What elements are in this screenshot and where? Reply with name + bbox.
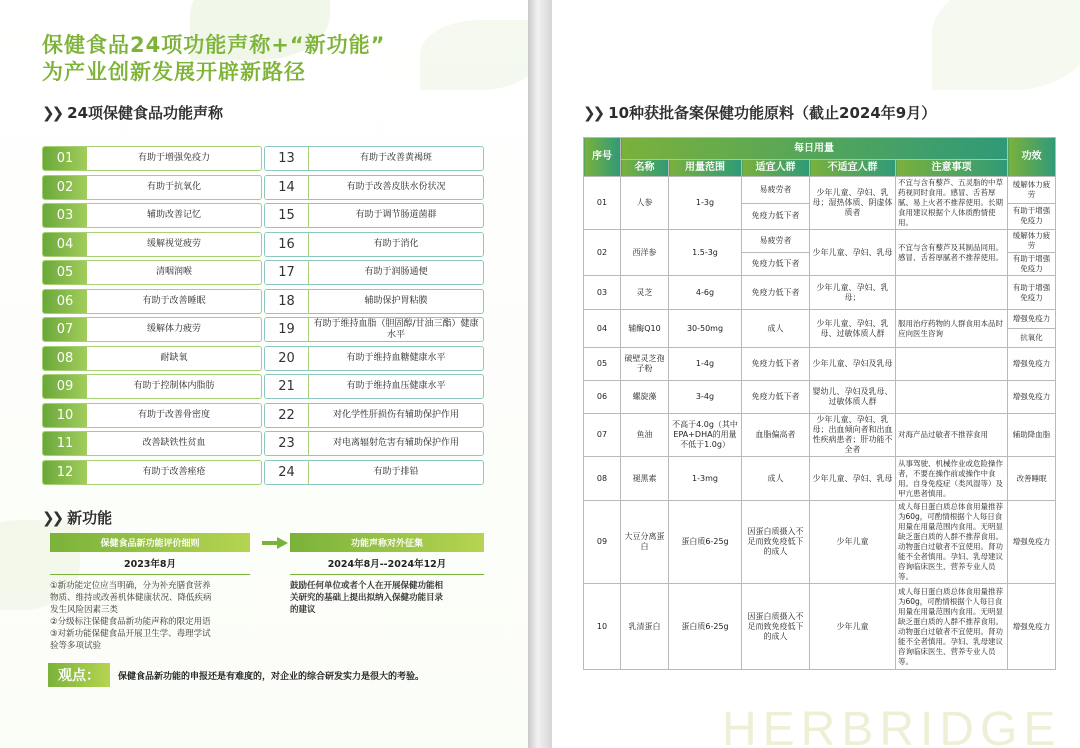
function-label: 有助于控制体内脂肪 — [133, 381, 215, 391]
table-cell: 少年儿童、孕妇及乳母 — [810, 348, 896, 381]
page-gutter — [528, 0, 552, 748]
table-row — [584, 348, 1056, 381]
divider — [290, 574, 484, 575]
table-cell: 10 — [584, 584, 621, 670]
title-line-1: 保健食品24项功能声称+“新功能” — [42, 33, 386, 57]
table-cell: 少年儿童 — [810, 584, 896, 670]
table-row — [584, 230, 1056, 253]
table-cell: 螺旋藻 — [621, 381, 669, 414]
table-row — [584, 310, 1056, 329]
table-cell: 03 — [584, 276, 621, 310]
table-cell: 02 — [584, 230, 621, 276]
table-cell: 有助于增强免疫力 — [1008, 276, 1056, 310]
table-cell: 婴幼儿、孕妇及乳母、过敏体质人群 — [810, 381, 896, 414]
viewpoint-text: 保健食品新功能的申报还是有难度的，对企业的综合研发实力是很大的考验。 — [118, 672, 425, 682]
materials-table — [583, 137, 1056, 670]
header-notes: 注意事项 — [896, 160, 1008, 177]
text-line: 物质、维持或改善机体健康状况、降低疾病 — [50, 593, 212, 603]
table-cell: 褪黑素 — [621, 457, 669, 501]
table-cell: 少年儿童、孕妇、乳母；出血倾向者和出血性疾病患者；肝功能不全者 — [810, 414, 896, 457]
function-label: 有助于消化 — [373, 238, 419, 249]
function-item — [42, 460, 262, 485]
function-item — [42, 260, 262, 285]
function-label: 缓解体力疲劳 — [146, 324, 201, 334]
table-cell: 不高于4.0g（其中EPA+DHA的用量不低于1.0g） — [669, 414, 742, 457]
table-cell: 1-3mg — [669, 457, 742, 501]
function-label: 有助于润肠通便 — [364, 267, 428, 277]
table-cell: 辅酶Q10 — [621, 310, 669, 348]
table-cell: 人参 — [621, 177, 669, 230]
table-row — [584, 276, 1056, 310]
function-number: 13 — [265, 147, 309, 170]
header-daily-dose: 每日用量 — [621, 138, 1008, 160]
table-cell: 有助于增强免疫力 — [1008, 203, 1056, 230]
table-cell: 从事驾驶、机械作业或危险操作者，不要在操作前或操作中食用。自身免疫症（类风湿等）及甲亢患者慎用。 — [896, 457, 1008, 501]
table-cell: 4-6g — [669, 276, 742, 310]
new-function-solicitation-box — [290, 533, 484, 616]
function-number: 12 — [43, 461, 87, 484]
function-item — [264, 460, 484, 485]
table-cell: 西洋参 — [621, 230, 669, 276]
section-heading-10-materials — [583, 102, 936, 123]
table-cell: 血脂偏高者 — [742, 414, 810, 457]
table-cell: 易疲劳者 — [742, 230, 810, 253]
function-number: 03 — [43, 204, 87, 227]
function-label: 有助于改善骨密度 — [137, 409, 210, 420]
function-number: 09 — [43, 375, 87, 398]
function-item — [264, 317, 484, 342]
table-cell: 08 — [584, 457, 621, 501]
function-number: 19 — [265, 318, 309, 341]
solicitation-date: 2024年8月--2024年12月 — [327, 559, 447, 570]
brand-watermark: HERBRIDGE — [722, 703, 1062, 748]
table-cell: 1-4g — [669, 348, 742, 381]
table-cell: 少年儿童 — [810, 501, 896, 584]
function-label: 清咽润喉 — [155, 267, 192, 277]
function-number: 08 — [43, 347, 87, 370]
function-label: 改善缺铁性贫血 — [142, 438, 206, 448]
table-cell: 破壁灵芝孢子粉 — [621, 348, 669, 381]
function-label: 有助于增强免疫力 — [137, 153, 210, 163]
viewpoint-label: 观点： — [48, 663, 110, 687]
function-label: 辅助改善记忆 — [146, 210, 201, 220]
text-line: 关研究的基础上提出拟纳入保健功能目录 — [290, 593, 444, 603]
function-number: 20 — [265, 347, 309, 370]
table-cell: 少年儿童、孕妇、乳母；湿热体质、阴虚体质者 — [810, 177, 896, 230]
function-item — [42, 346, 262, 371]
table-cell: 05 — [584, 348, 621, 381]
table-cell: 因蛋白质摄入不足而致免疫低下的成人 — [742, 584, 810, 670]
table-cell: 成人每日蛋白质总体食用量推荐为60g，可酌情根据个人每日食用量在用量范围内食用。无明显缺乏蛋白质的人群不推荐食用。动物蛋白过敏者不宜使用。肾功能不全者慎用。孕妇、乳母建议咨询临床医生、营养专业人员等。 — [896, 584, 1008, 670]
function-label: 辅助保护胃粘膜 — [364, 295, 428, 306]
header-suitable: 适宜人群 — [742, 160, 810, 177]
function-number: 10 — [43, 404, 87, 427]
function-number: 06 — [43, 290, 87, 313]
table-row — [584, 177, 1056, 204]
text-line: 鼓励任何单位或者个人在开展保健功能相 — [290, 581, 444, 591]
title-line-2: 为产业创新发展开辟新路径 — [42, 60, 306, 84]
header-unsuitable: 不适宜人群 — [810, 160, 896, 177]
function-number: 11 — [43, 432, 87, 455]
table-cell: 对海产品过敏者不推荐食用 — [896, 414, 1008, 457]
text-line: ③对新功能保健食品开展卫生学、毒理学试 — [50, 629, 211, 639]
solicitation-banner: 功能声称对外征集 — [290, 533, 484, 552]
rules-date: 2023年8月 — [123, 559, 177, 570]
function-label: 有助于抗氧化 — [146, 181, 201, 192]
function-item — [264, 374, 484, 399]
function-number: 24 — [265, 461, 309, 484]
table-cell: 04 — [584, 310, 621, 348]
function-label: 有助于维持血糖健康水平 — [346, 352, 446, 363]
table-cell: 少年儿童、孕妇、乳母 — [810, 457, 896, 501]
function-item — [264, 232, 484, 257]
function-number: 21 — [265, 375, 309, 398]
table-cell: 增强免疫力 — [1008, 381, 1056, 414]
function-item — [264, 203, 484, 228]
function-label: 有助于维持血脂（胆固醇/甘油三酯）健康水平 — [313, 318, 479, 340]
function-number: 07 — [43, 318, 87, 341]
text-line: 的建议 — [290, 605, 316, 615]
section-title: 24项保健食品功能声称 — [67, 104, 224, 122]
header-range: 用量范围 — [669, 160, 742, 177]
table-cell: 缓解体力疲劳 — [1008, 177, 1056, 204]
section-heading-24-functions — [42, 102, 223, 123]
table-cell: 免疫力低下者 — [742, 381, 810, 414]
table-cell: 1.5-3g — [669, 230, 742, 276]
function-number: 04 — [43, 233, 87, 256]
table-cell: 蛋白质6-25g — [669, 501, 742, 584]
function-item — [42, 203, 262, 228]
function-item — [264, 175, 484, 200]
function-number: 22 — [265, 404, 309, 427]
function-number: 15 — [265, 204, 309, 227]
table-cell: 易疲劳者 — [742, 177, 810, 204]
function-label: 对化学性肝损伤有辅助保护作用 — [332, 409, 459, 420]
table-cell — [896, 276, 1008, 310]
table-cell: 增强免疫力 — [1008, 310, 1056, 329]
table-cell: 06 — [584, 381, 621, 414]
table-cell: 3-4g — [669, 381, 742, 414]
table-cell: 乳清蛋白 — [621, 584, 669, 670]
function-label: 有助于维持血压健康水平 — [346, 381, 446, 391]
function-item — [264, 289, 484, 314]
table-cell: 09 — [584, 501, 621, 584]
function-item — [42, 175, 262, 200]
table-cell: 灵芝 — [621, 276, 669, 310]
function-label: 有助于调节肠道菌群 — [355, 210, 437, 220]
table-cell: 缓解体力疲劳 — [1008, 230, 1056, 253]
section-title: 新功能 — [67, 509, 113, 527]
header-name: 名称 — [621, 160, 669, 177]
table-cell: 服用治疗药物的人群食用本品时应向医生咨询 — [896, 310, 1008, 348]
table-cell: 少年儿童、孕妇、乳母 — [810, 230, 896, 276]
function-item — [264, 403, 484, 428]
table-cell: 少年儿童、孕妇、乳母、过敏体质人群 — [810, 310, 896, 348]
table-cell: 改善睡眠 — [1008, 457, 1056, 501]
text-line: 发生风险因素三类 — [50, 605, 119, 615]
function-item — [42, 403, 262, 428]
table-cell: 抗氧化 — [1008, 329, 1056, 348]
function-item — [42, 431, 262, 456]
table-cell: 成人 — [742, 457, 810, 501]
table-row — [584, 501, 1056, 584]
table-cell: 01 — [584, 177, 621, 230]
table-cell: 免疫力低下者 — [742, 203, 810, 230]
function-number: 23 — [265, 432, 309, 455]
divider — [50, 574, 250, 575]
text-line: 验等多项试验 — [50, 641, 102, 651]
table-cell: 30-50mg — [669, 310, 742, 348]
function-number: 17 — [265, 261, 309, 284]
table-cell: 增强免疫力 — [1008, 501, 1056, 584]
table-row — [584, 457, 1056, 501]
rules-banner: 保健食品新功能评价细则 — [50, 533, 250, 552]
function-item — [42, 289, 262, 314]
function-label: 有助于改善睡眠 — [142, 295, 206, 306]
function-label: 有助于改善黄褐斑 — [359, 153, 432, 163]
function-item — [42, 232, 262, 257]
function-item — [42, 374, 262, 399]
table-cell: 大豆分离蛋白 — [621, 501, 669, 584]
text-line: ①新功能定位应当明确，分为补充膳食营养 — [50, 581, 211, 591]
table-cell: 07 — [584, 414, 621, 457]
section-heading-new-function — [42, 507, 112, 528]
function-item — [42, 146, 262, 171]
function-number: 01 — [43, 147, 87, 170]
function-label: 缓解视觉疲劳 — [146, 238, 201, 249]
table-cell: 有助于增强免疫力 — [1008, 253, 1056, 276]
header-effect: 功效 — [1008, 138, 1056, 177]
double-chevron-icon: ❯❯ — [42, 509, 62, 527]
text-line: ②分级标注保健食品新功能声称的限定用语 — [50, 617, 211, 627]
table-cell: 少年儿童、孕妇、乳母； — [810, 276, 896, 310]
function-item — [42, 317, 262, 342]
function-item — [264, 146, 484, 171]
table-cell — [896, 381, 1008, 414]
table-cell: 不宜与含有藜芦、五灵脂的中草药视同时食用。感冒、舌苔厚腻、易上火者不推荐使用。长期食用建议根据个人体质酌情使用。 — [896, 177, 1008, 230]
table-cell — [896, 348, 1008, 381]
function-item — [264, 260, 484, 285]
function-label: 有助于排铅 — [373, 466, 419, 477]
function-item — [264, 346, 484, 371]
table-cell: 辅助降血脂 — [1008, 414, 1056, 457]
function-item — [264, 431, 484, 456]
function-number: 16 — [265, 233, 309, 256]
table-cell: 免疫力低下者 — [742, 276, 810, 310]
header-seq: 序号 — [584, 138, 621, 177]
function-number: 18 — [265, 290, 309, 313]
table-cell: 增强免疫力 — [1008, 584, 1056, 670]
double-chevron-icon: ❯❯ — [42, 104, 62, 122]
table-cell: 蛋白质6-25g — [669, 584, 742, 670]
table-cell: 增强免疫力 — [1008, 348, 1056, 381]
double-chevron-icon: ❯❯ — [583, 104, 603, 122]
table-cell: 1-3g — [669, 177, 742, 230]
leaf-decoration — [420, 20, 528, 90]
function-label: 对电离辐射危害有辅助保护作用 — [332, 438, 459, 448]
function-label: 有助于改善皮肤水份状况 — [346, 181, 446, 192]
table-row — [584, 414, 1056, 457]
table-cell: 不宜与含有藜芦及其制品同用。感冒、舌苔厚腻者不推荐使用。 — [896, 230, 1008, 276]
function-label: 耐缺氧 — [160, 352, 188, 363]
solicitation-text — [290, 580, 484, 616]
function-label: 有助于改善痤疮 — [142, 466, 206, 477]
function-number: 05 — [43, 261, 87, 284]
table-cell: 免疫力低下者 — [742, 253, 810, 276]
leaf-decoration — [932, 0, 1080, 90]
function-number: 14 — [265, 176, 309, 199]
rules-text — [50, 580, 250, 652]
function-number: 02 — [43, 176, 87, 199]
table-cell: 免疫力低下者 — [742, 348, 810, 381]
right-arrow-icon — [262, 537, 288, 549]
table-row — [584, 584, 1056, 670]
section-title: 10种获批备案保健功能原料（截止2024年9月） — [608, 104, 937, 122]
main-title — [42, 32, 385, 86]
table-cell: 因蛋白质摄入不足而致免疫低下的成人 — [742, 501, 810, 584]
new-function-rules-box — [50, 533, 250, 652]
table-cell: 成人 — [742, 310, 810, 348]
table-row — [584, 381, 1056, 414]
table-cell: 成人每日蛋白质总体食用量推荐为60g，可酌情根据个人每日食用量在用量范围内食用。无明显缺乏蛋白质的人群不推荐食用。动物蛋白过敏者不宜使用。肾功能不全者慎用。孕妇、乳母建议咨询临床医生、营养专业人员等。 — [896, 501, 1008, 584]
table-cell: 鱼油 — [621, 414, 669, 457]
